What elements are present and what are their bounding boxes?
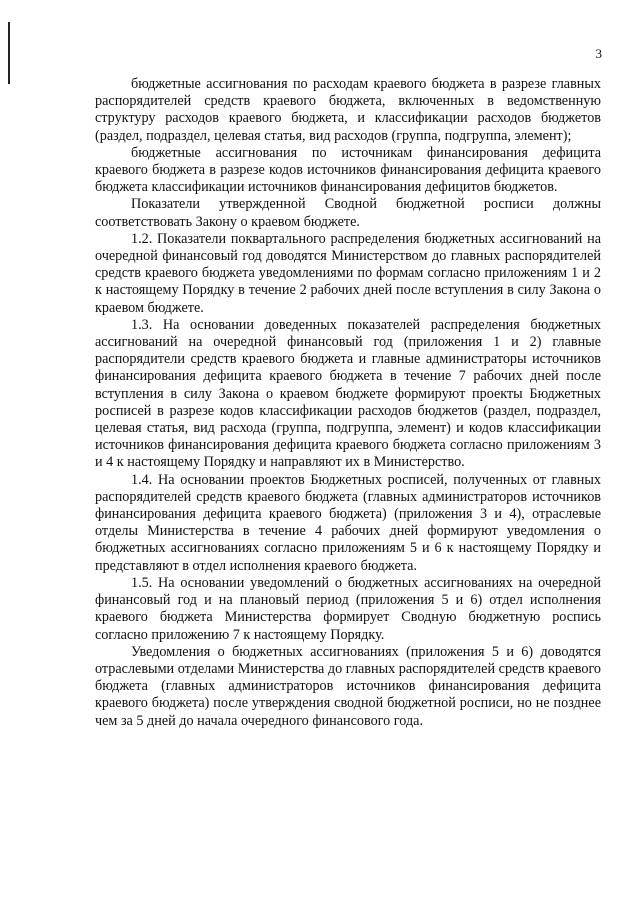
scan-edge-mark [8, 22, 10, 84]
paragraph-notifications: Уведомления о бюджетных ассигнованиях (приложения 5 и 6) доводятся отраслевыми отделами Министерства до главных распорядителей средств краевого бюджета (главных администраторов источников финансирования дефицита краевого бюджета) после утверждения сводной бюджетной росписи, но не позднее чем за 5 дней до начала очередного финансового года. [95, 643, 601, 729]
paragraph-1-4: 1.4. На основании проектов Бюджетных росписей, полученных от главных распорядителей средств краевого бюджета (главных администраторов источников финансирования дефицита краевого бюджета) (приложения 3 и 4), отраслевые отделы Министерства в течение 4 рабочих дней формируют уведомления о бюджетных ассигнованиях согласно приложениям 5 и 6 к настоящему Порядку и представляют в отдел исполнения краевого бюджета. [95, 471, 601, 574]
paragraph-consolidated-list: Показатели утвержденной Сводной бюджетной росписи должны соответствовать Закону о краевом бюджете. [95, 196, 601, 230]
paragraph-expense-allocations: бюджетные ассигнования по расходам краевого бюджета в разрезе главных распорядителей средств краевого бюджета, включенных в ведомственную структуру расходов краевого бюджета, и классификации расходов бюджетов (раздел, подраздел, целевая статья, вид расходов (группа, подгруппа, элемент); [95, 76, 601, 144]
paragraph-1-3: 1.3. На основании доведенных показателей распределения бюджетных ассигнований на очередной финансовый год (приложения 1 и 2) главные распорядители средств краевого бюджета и главные администраторы источников финансирования дефицита краевого бюджета в течение 7 рабочих дней после вступления в силу Закона о краевом бюджете формируют проекты Бюджетных росписей в разрезе кодов классификации расходов бюджетов (раздел, подраздел, целевая статья, вид расхода (группа, подгруппа, элемент) и кодов классификации источников финансирования дефицита краевого бюджета согласно приложениям 3 и 4 к настоящему Порядку и направляют их в Министерство. [95, 316, 601, 471]
paragraph-1-5: 1.5. На основании уведомлений о бюджетных ассигнованиях на очередной финансовый год и на плановый период (приложения 5 и 6) отдел исполнения краевого бюджета Министерства формирует Сводную бюджетную роспись согласно приложению 7 к настоящему Порядку. [95, 574, 601, 643]
document-body [95, 76, 601, 730]
page-number: 3 [595, 46, 602, 61]
paragraph-1-2: 1.2. Показатели поквартального распределения бюджетных ассигнований на очередной финансовый год доводятся Министерством до главных распорядителей средств краевого бюджета уведомлениями по формам согласно приложениям 1 и 2 к настоящему Порядку в течение 2 рабочих дней после вступления в силу Закона о краевом бюджете. [95, 230, 601, 316]
paragraph-deficit-sources: бюджетные ассигнования по источникам финансирования дефицита краевого бюджета в разрезе кодов источников финансирования дефицита краевого бюджета классификации источников финансирования дефицитов бюджетов. [95, 144, 601, 196]
